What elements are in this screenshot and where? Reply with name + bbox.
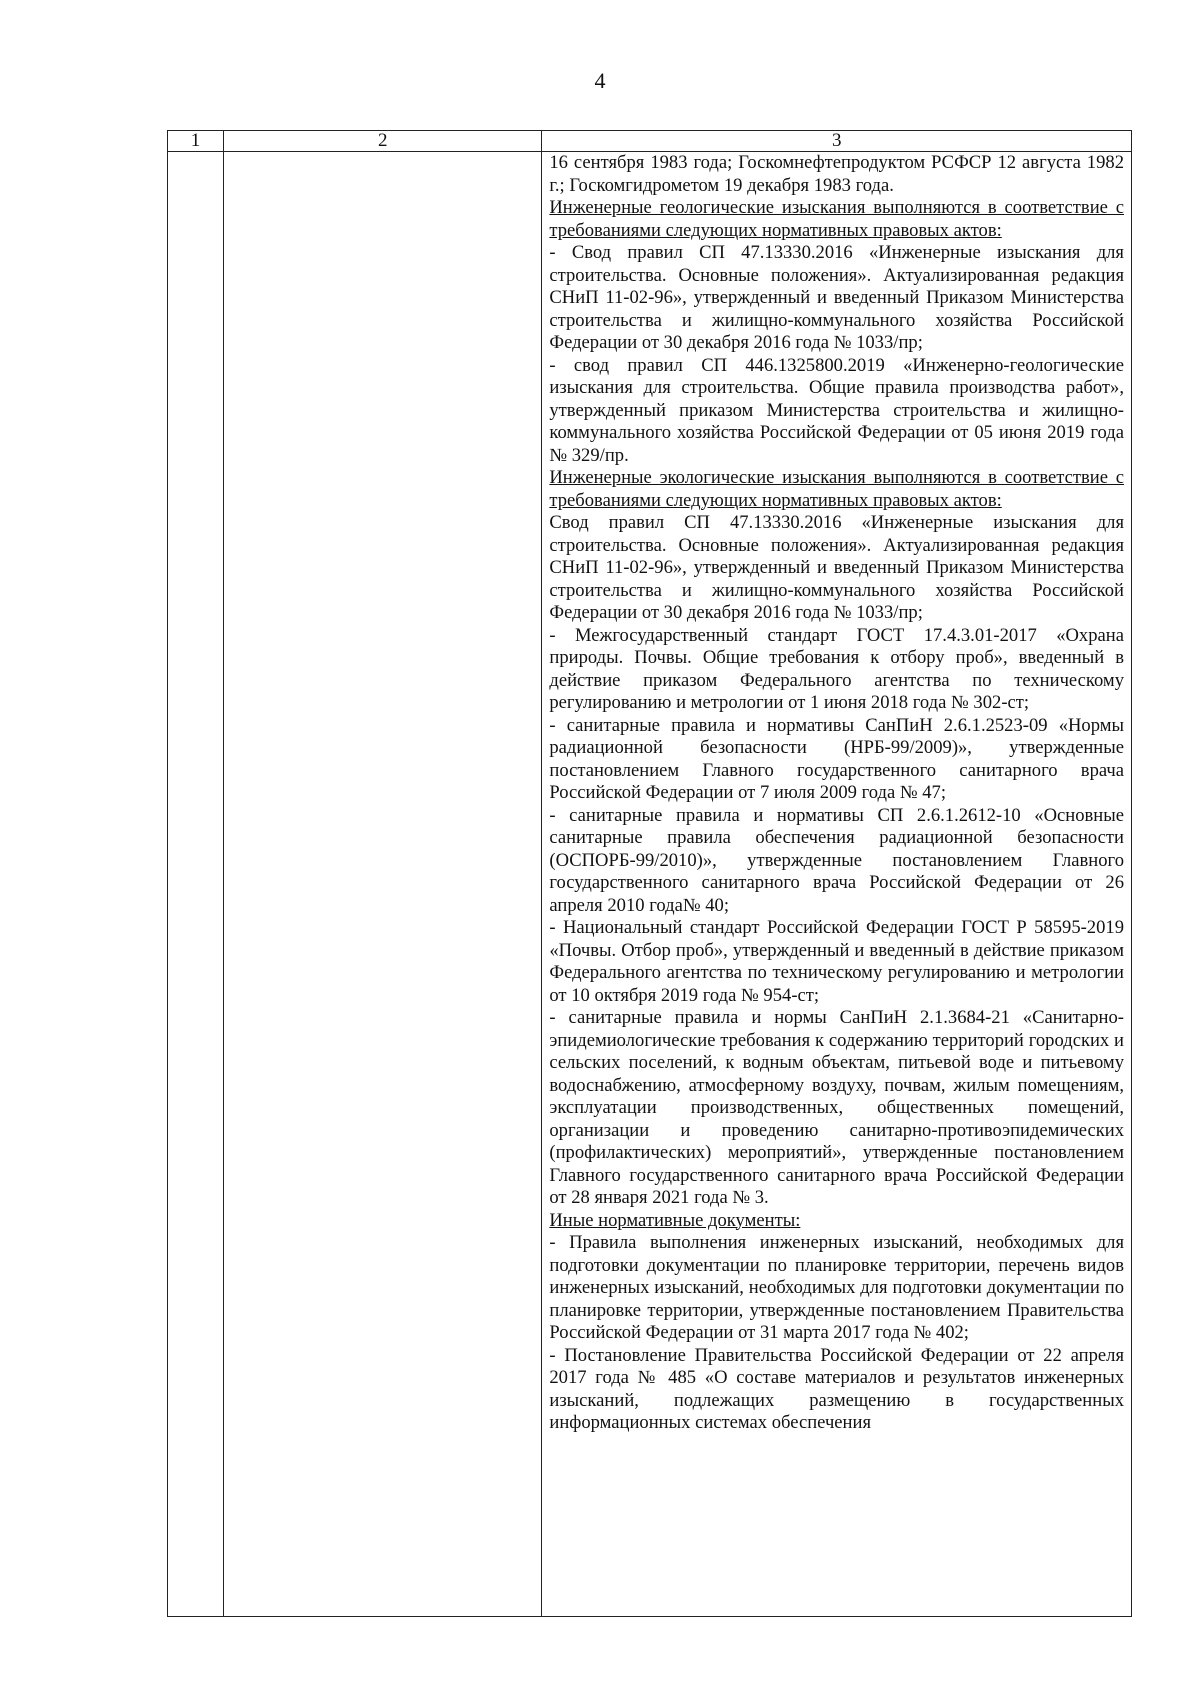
- cell-column-2: [224, 152, 542, 1617]
- table-row: [168, 152, 1132, 1617]
- cell-column-1: [168, 152, 224, 1617]
- paragraph: - санитарные правила и нормативы СанПиН 2.6.1.2523-09 «Нормы радиационной безопасности (НРБ-99/2009)», утвержденные постановлением Главного государственного санитарного врача Российской Федерации от 7 июля 2009 года № 47;: [549, 714, 1124, 803]
- section-heading-other-documents: Иные нормативные документы:: [549, 1209, 801, 1231]
- paragraph: - Межгосударственный стандарт ГОСТ 17.4.3.01-2017 «Охрана природы. Почвы. Общие требования к отбору проб», введенный в действие приказом Федерального агентства по техническому регулированию и метрологии от 1 июня 2018 года № 302-ст;: [549, 624, 1124, 713]
- table-header-row: [168, 131, 1132, 152]
- paragraph: 16 сентября 1983 года; Госкомнефтепродуктом РСФСР 12 августа 1982 г.; Госкомгидрометом 19 декабря 1983 года.: [549, 152, 1124, 196]
- cell-column-3: [542, 152, 1132, 1617]
- page-number: 4: [594, 68, 606, 93]
- paragraph: - Свод правил СП 47.13330.2016 «Инженерные изыскания для строительства. Основные положения». Актуализированная редакция СНиП 11-02-96», утвержденный и введенный Приказом Министерства строительства и жилищно-коммунального хозяйства Российской Федерации от 30 декабря 2016 года № 1033/пр;: [549, 242, 1124, 353]
- paragraph: - санитарные правила и нормативы СП 2.6.1.2612-10 «Основные санитарные правила обеспечения радиационной безопасности (ОСПОРБ-99/2010)», утвержденные постановлением Главного государственного санитарного врача Российской Федерации от 26 апреля 2010 года№ 40;: [549, 804, 1124, 916]
- column-header-2: 2: [224, 131, 542, 152]
- paragraph: - Постановление Правительства Российской Федерации от 22 апреля 2017 года № 485 «О составе материалов и результатов инженерных изысканий, подлежащих размещению в государственных информационных системах обеспечения: [549, 1344, 1124, 1433]
- section-heading-ecological: Инженерные экологические изыскания выполняются в соответствие с требованиями следующих нормативных правовых актов:: [549, 467, 1124, 511]
- paragraph: Свод правил СП 47.13330.2016 «Инженерные изыскания для строительства. Основные положения». Актуализированная редакция СНиП 11-02-96», утвержденный и введенный Приказом Министерства строительства и жилищно-коммунального хозяйства Российской Федерации от 30 декабря 2016 года № 1033/пр;: [549, 512, 1124, 623]
- paragraph: - Национальный стандарт Российской Федерации ГОСТ Р 58595-2019 «Почвы. Отбор проб», утвержденный и введенный в действие приказом Федерального агентства по техническому регулированию и метрологии от 10 октября 2019 года № 954-ст;: [549, 917, 1124, 1006]
- requirements-table: [167, 130, 1132, 1617]
- paragraph: - санитарные правила и нормы СанПиН 2.1.3684-21 «Санитарно-эпидемиологические требования к содержанию территорий городских и сельских поселений, к водным объектам, питьевой воде и питьевому водоснабжению, атмосферному воздуху, почвам, жилым помещениям, эксплуатации производственных, общественных помещений, организации и проведению санитарно-противоэпидемических (профилактических) мероприятий», утвержденные постановлением Главного государственного санитарного врача Российской Федерации от 28 января 2021 года № 3.: [549, 1007, 1124, 1208]
- column-header-3: 3: [542, 131, 1132, 152]
- paragraph: - свод правил СП 446.1325800.2019 «Инженерно-геологические изыскания для строительства. Общие правила производства работ», утвержденный приказом Министерства строительства и жилищно-коммунального хозяйства Российской Федерации от 05 июня 2019 года № 329/пр.: [549, 354, 1124, 466]
- column-header-1: 1: [168, 131, 224, 152]
- requirements-text: [549, 152, 1124, 1435]
- section-heading-geological: Инженерные геологические изыскания выполняются в соответствие с требованиями следующих нормативных правовых актов:: [549, 197, 1124, 241]
- paragraph: - Правила выполнения инженерных изысканий, необходимых для подготовки документации по планировке территории, перечень видов инженерных изысканий, необходимых для подготовки документации по планировке территории, утвержденные постановлением Правительства Российской Федерации от 31 марта 2017 года № 402;: [549, 1232, 1124, 1343]
